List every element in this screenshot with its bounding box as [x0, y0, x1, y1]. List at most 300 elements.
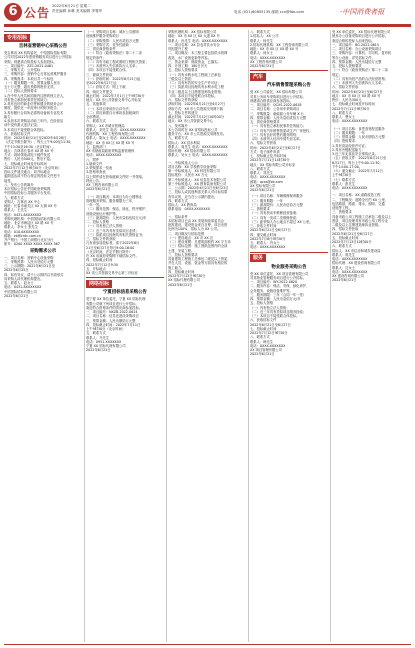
section-tag: 服务	[250, 254, 266, 262]
notice-line: 五、其他事项	[86, 102, 106, 107]
notice-line: 项目名称：XX 学校教学设备采购	[168, 164, 217, 169]
notice-line: 资质，项目经理具有市政公用工程专业	[332, 218, 389, 223]
notice-line: 联系人：彭先生	[332, 181, 356, 186]
notice-line: 联系人：陈女士 电话：0XXX-XXXXXXX	[86, 136, 146, 141]
notice-block	[250, 265, 328, 357]
notice-line: 受宁夏 XX 单位委托，宁夏 XX 招标代理	[86, 297, 146, 302]
notice-line: 2022年7月12日9时30分（北京时间）	[4, 165, 62, 170]
notice-line: 受 XX 公司委托，XX 招标有限公司	[250, 90, 302, 95]
notice-line: 宁夏 XX 招标代理有限公司	[86, 344, 126, 348]
section-title: 公告	[24, 6, 51, 20]
notice-line: 地址：XX 市 XX 区 XX 路 XX 号	[250, 47, 299, 51]
notice-line: 2022年7月12日9:30	[86, 262, 118, 267]
notice-line: 联系人：杨先生	[250, 38, 274, 43]
notice-line: （二）具有汽车销售资质或生产厂家授权；	[250, 128, 313, 133]
notice-line: 2022年7月13日9时30分	[168, 274, 206, 278]
notice-line: 2022年6月21日	[250, 188, 275, 192]
notice-line: （六）递交截止：2022年7月12日	[332, 169, 383, 173]
notice-line: 四、投标截止时间	[86, 258, 113, 263]
notice-line: 4.参加本次采购活动前三年内，在经营活	[4, 119, 64, 123]
notice-line: （二）投标人资格要求	[4, 89, 37, 94]
notice-line: 开户银行：中国工商银行北京分行	[4, 238, 54, 242]
notice-line: 3.资格审查表	[86, 170, 106, 175]
notice-line: 土建、安装工程。	[168, 248, 195, 253]
notice-line: 地点：XX 招标有限公司开标室	[250, 162, 296, 167]
notice-line: 2022年6月21日	[4, 293, 29, 298]
notice-line: 采购，现邀请合格投标人参加投标。	[4, 59, 57, 64]
notice-line: 联系人：沈女士	[332, 265, 356, 270]
notice-line: 六、联系方式	[86, 119, 106, 124]
notice-line: （二）获取方式：网上下载	[86, 85, 126, 90]
notice-line: 包括路基、路面、排水、照明、交通	[332, 201, 385, 206]
notice-line: 三级及以上资质；	[168, 76, 195, 81]
notice-line: 招标人：XX 市住房和城乡建设局	[332, 248, 381, 253]
notice-line: 地点：XX 市公共资源交易中心开标室	[86, 98, 142, 102]
notice-line: 时间：2022年6月21日至2022年6月28日	[4, 136, 67, 140]
notice-line: 八、发布媒介	[168, 123, 188, 128]
notice-line: 四、响应文件提交	[86, 89, 113, 94]
notice-line: 2022年6月21日	[168, 282, 193, 287]
notice-line: 二、采购方式：公开招标	[4, 68, 41, 72]
notice-line: 六、获取招标文件	[4, 131, 31, 136]
notice-line: （三）未被列入失信被执行人名单；	[86, 64, 139, 68]
notice-block	[4, 249, 82, 299]
notice-line: 七、投标文件的递交	[168, 110, 198, 115]
notice-line: 二、工程概况：道路全长约 XX 公里，	[332, 197, 389, 202]
notice-line: （二）服务期限：一年	[332, 130, 365, 135]
notice-line: 八、联系方式	[250, 30, 270, 34]
notice-line: 截止时间：2022年7月12日10时00分	[168, 115, 225, 119]
notice-line: 地点：XX 市公共资源交易中心	[168, 119, 214, 124]
notice-line: 四、递交截止时间	[250, 232, 277, 237]
notice-line: 6月27日，每日上午9:00-11:30，	[332, 160, 383, 165]
notice-line: 招标人：XX 县水利局	[168, 140, 200, 145]
notice-line: 电话：0XXX-XXXXXXX	[250, 343, 286, 348]
notice-line: 四、如有异议，请于公示期内以书面形式	[4, 272, 64, 277]
notice-line: XX 招标有限公司	[250, 183, 276, 188]
notice-line: 二、投标人资格	[86, 220, 110, 224]
notice-line: （七）联系方式	[332, 177, 356, 182]
notice-block	[86, 290, 164, 352]
column-divider	[248, 30, 249, 642]
notice-line: 二级及以上注册建造师执业资格。	[332, 223, 382, 227]
notice-line: （二）采购预算：人民币贰佰万元整	[86, 38, 139, 43]
notice-line: 方式：电子邮件申请	[250, 149, 280, 154]
notice-line: （三）拟派项目经理具有水利水电工程	[168, 85, 225, 90]
notice-line: （一）项目名称：食堂食材配送服务	[332, 126, 385, 131]
notice-line: 二、项目概况与招标范围	[168, 231, 205, 236]
notice-line: 二、项目名称：信息化建设采购项目	[86, 314, 139, 319]
notice-line: 七、投标截止时间	[250, 326, 277, 331]
notice-line: （一）具有独立法人资格；	[86, 224, 126, 229]
notice-line: （三）最高限价：人民币伍拾万元整	[250, 202, 303, 207]
column-divider	[166, 30, 167, 642]
notice-line: 2022年7月11日14时30分	[250, 158, 290, 163]
notice-line: 地址：北京市海淀区 XX 路 XX 号	[4, 221, 54, 225]
column-3	[168, 30, 246, 289]
notice-line: 五、联系方式	[86, 331, 106, 336]
notice-line: 八、附件	[86, 157, 100, 162]
notice-line: 联系人：蒋先生	[332, 252, 356, 257]
notice-line: 联系人：曹女士	[332, 115, 356, 119]
contact-info: 电话 (021)60855135 邮箱 ccn@fdo.com	[234, 10, 305, 14]
notice-line: （三）拟派项目经理具有相关资格证书；	[86, 232, 146, 237]
notice-line: 能力；	[4, 114, 14, 119]
notice-line: 时间：2022年6月21日至6月27日	[250, 145, 301, 150]
notice-line: 一、项目编号：BG-2022-0615	[332, 42, 379, 47]
notice-line: 设施设备运行维护等。	[86, 211, 119, 216]
notice-line: 本公告同时在 XX 省招标投标公共	[168, 127, 218, 132]
notice-line: 特此公告。	[86, 178, 103, 183]
notice-line: 2022年6月21日	[86, 187, 111, 192]
notice-line: 五、供应商资格要求	[250, 120, 280, 124]
notice-line: （二）具有市政工程或照明工程相关资质；	[86, 59, 149, 64]
notice-line: 凡有意参加投标者，请于2022年6月	[86, 241, 140, 246]
notice-title: 物业服务采购公告	[271, 264, 307, 270]
notice-line: （一）符合《政府采购法》第二十二条	[332, 68, 389, 73]
notice-line: 批准建设，建设资金来自自筹，项目出资	[168, 223, 228, 227]
notice-line: 五、投标截止时间	[332, 235, 359, 240]
notice-line: 公司对其2022年度营销服务项目进行公开招标	[4, 55, 72, 60]
issue-date: 2022年6月21日 星期二	[52, 4, 91, 8]
notice-line: （四）本项目不接受联合体投标。	[168, 93, 218, 98]
notice-block	[332, 30, 410, 283]
notice-line: 五、投标人资格要求	[168, 68, 198, 73]
notice-line: 21日至6月27日每日9:00-16:00	[86, 245, 135, 250]
notice-line: 八、发布公告的媒介	[4, 182, 34, 187]
notice-line: 三、服务期限：三年（合同一年一签）	[250, 292, 307, 297]
notice-line: 本次招标公告在中国政府采购网、	[4, 187, 54, 191]
notice-line: （二）具有有效的安全生产许可证；	[168, 81, 221, 85]
notice-line: 联系电话：0XXX-XXXXXXX	[168, 207, 211, 212]
notice-line: 2022年6月21日至6月27日	[250, 228, 291, 233]
notice-line: 时间：2022年6月21日至6月27日	[332, 89, 383, 94]
notice-line: 2.招标代理机构：XX 工程咨询有限公司	[250, 42, 309, 47]
section-tag: 汽车	[250, 73, 266, 81]
notice-line: 具备建筑工程施工总承包二级及以上资质，	[168, 257, 231, 261]
notice-line: 欢迎合格的投标人前来投标。	[332, 38, 375, 43]
notice-line: 五十万元整，超出预算的报价无效。	[4, 85, 57, 89]
notice-line: 制度，提供近一年经审计的财务报告；	[4, 106, 61, 111]
notice-line: XX 省公共资源交易中心第三开标室	[86, 271, 138, 275]
notice-line: 获取时间：2022年6月21日至6月27日	[168, 102, 226, 107]
notice-line: 巩固提升工程	[168, 47, 188, 51]
column-1	[4, 30, 82, 300]
notice-line: （三）具有良好的售后服务网络；	[250, 132, 300, 137]
notice-line: 2022年6月21日	[250, 352, 275, 357]
notice-line: （五）获取文件：2022年6月21日至	[332, 156, 387, 161]
notice-line: 代理机构：XX 工程咨询有限公司	[86, 132, 135, 136]
notice-line: 2022年6月21日	[86, 348, 111, 353]
notice-line: 第三中标候选人：XX 教育装备有限公司	[168, 181, 227, 186]
notice-line: （二）近三年具有类似项目服务经验；	[250, 309, 307, 314]
notice-line: （二）具有一类或二类维修资质；	[250, 215, 300, 220]
notice-line: 三、获取文件时间	[250, 224, 277, 228]
section-header	[86, 277, 164, 288]
notice-line: 联系人：何女士	[250, 51, 274, 56]
notice-line: 联系人：李女士 张先生	[4, 225, 39, 230]
notice-line: 三、资金来源：财政资金，已落实。	[168, 59, 221, 64]
notice-line: 采购人：吉林省 XX 中心	[4, 199, 41, 204]
notice-line: 电话：0431-8XXXXXXX	[4, 212, 42, 217]
notice-line: （一）服务期限一年，预算金额人民币	[4, 80, 61, 85]
notice-line: 接受。	[4, 178, 14, 183]
notice-line: （四）资格要求：	[332, 139, 359, 144]
notice-line: 八、联系方式	[250, 166, 270, 171]
notice-line: 3.具有履行合同所必需的设备和专业技术	[4, 110, 64, 115]
notice-line: （一）采购项目名称：城市公共照明	[86, 30, 139, 34]
notice-line: 现邀请合格供应商参加投标。	[250, 98, 293, 103]
notice-line: 规定；	[332, 72, 342, 77]
notice-line: （一）本项目采用综合评分法；	[86, 106, 133, 111]
notice-line: 2022年7月12日9时30分	[250, 331, 288, 335]
notice-line: 以上附件请在获取磋商文件时一并领取。	[86, 174, 146, 179]
section-header	[4, 31, 82, 42]
notice-block	[86, 30, 164, 275]
notice-line: 第二中标候选人：XX 信息技术有限公司	[168, 177, 227, 182]
notice-line: （一）项目名称：车辆维修保养服务	[250, 194, 303, 199]
notice-line: 三、预算金额：人民币捌拾万元整	[86, 318, 136, 323]
notice-line: XX 建设咨询有限公司	[332, 274, 364, 278]
notice-line: 四、预算金额：人民币壹佰万元/年	[250, 297, 301, 301]
notice-line: 五、投标人资格	[250, 301, 274, 306]
notice-line: 四、投标截止时间	[168, 269, 195, 274]
notice-line: 受 XX 单位委托，XX 招标代理有限公司	[332, 30, 391, 34]
notice-line: 邮箱：qcxs@zb.com	[250, 179, 283, 184]
notice-line: （一）符合《政府采购法》第二十二条	[86, 51, 143, 56]
notice-line: 三、采购数量：新能源公务车辆 X 台	[250, 111, 304, 116]
notice-line: 招标人：XX 教育局	[168, 203, 197, 207]
notice-line: 售价：人民币500元，售后不退。	[4, 157, 54, 162]
notice-line: 2022年7月8日9时30分	[250, 236, 286, 241]
notice-line: 七、投标截止时间及开标时间	[4, 161, 47, 166]
notice-line: 有限公司就下列项目进行公开招标，	[86, 301, 139, 306]
notice-line: XX 招标代理有限公司	[168, 278, 200, 283]
notice-line: 三、招标文件的获取	[86, 237, 116, 241]
notice-line: 1.招标人：XX 公司	[250, 34, 279, 39]
notice-line: 四、采购需求：本项目共一个标包	[4, 76, 54, 81]
footer-rule	[4, 644, 411, 645]
notice-line: XX 市财政局政府采购监督管理科	[86, 149, 135, 153]
notice-line: （北京时间，法定节假日除外）	[86, 249, 133, 254]
notice-line: 联系人：刘先生 电话：0XXX-XXXXXXX	[86, 127, 146, 132]
notice-line: 并在人员、设备、资金等方面具有相应的	[168, 261, 228, 266]
notice-line: 具有独立承担民事责任的能力；	[4, 97, 51, 102]
notice-line: 2.具有良好的商业信誉和健全的财务会计	[4, 102, 64, 106]
notice-line: 联系人：周先生 电话：0XXX-XXXXXXX	[168, 144, 228, 149]
notice-line: （三）采购方式：竞争性磋商	[86, 42, 129, 47]
notice-title: 采购需求公示	[29, 248, 57, 254]
notice-line: 一、项目名称：营销中心设备采购	[4, 255, 54, 260]
section-tag: 网络招标	[86, 280, 112, 288]
notice-line: 会务服务、设施设备维护等。	[250, 288, 293, 293]
notice-line: 一、项目编号：ZZC-2022-0461	[4, 63, 54, 68]
notice-line: 上午9时30分	[332, 173, 352, 178]
notice-line: 联系人：吴女士 电话：0XXX-XXXXXXX	[168, 153, 228, 158]
notice-line: （二）具有所投产品的合法经营资格；	[332, 76, 389, 81]
notice-block	[250, 30, 328, 68]
notice-line: 地址：XX 市 XX 区 XX 路 XX 号	[86, 140, 135, 145]
notice-line: 中招国际招标有限公司	[4, 289, 37, 294]
notice-line: （三）未被列入失信被执行人名单。	[332, 81, 385, 85]
notice-line: 二、项目概况：本工程主要包括供水管网	[168, 51, 228, 56]
notice-line: 1.在中华人民共和国境内注册的独立法人，	[4, 93, 67, 98]
notice-line: 九、联系方式	[168, 136, 188, 141]
notice-line: 二、项目名称：公务用车采购项目	[250, 107, 300, 112]
column-4	[250, 30, 328, 359]
notice-line: 四、计划工期：180日历天	[168, 64, 208, 68]
header-rule-thin	[4, 26, 411, 27]
notice-line: （二）近三年内具有类似项目业绩；	[86, 228, 139, 233]
notice-line: 六、获取招标文件	[250, 318, 277, 323]
notice-line: 欢迎符合资格条件的供应商参加投标。	[86, 305, 143, 310]
notice-block	[250, 194, 328, 249]
notice-block	[168, 30, 246, 287]
notice-line: 三、资格要求	[332, 210, 352, 215]
notice-title: 宁夏招标信息采购公告	[103, 290, 147, 296]
notice-line: XX 工程咨询有限公司	[86, 183, 118, 187]
notice-line: 二、采购预算：人民币叁拾万元整	[4, 259, 54, 264]
notice-line: 账号：0200 XXXX XXXX XXXX 567	[4, 242, 60, 247]
notice-line: 电话：0XXX-XXXXXXX	[250, 175, 286, 180]
notice-line: 七、投标截止及开标时间	[250, 154, 287, 158]
notice-line: 逾期送达或不符合规定的投标文件恕不	[4, 174, 61, 179]
notice-line: 三、投标人或其他利害关系人对评标结果	[168, 190, 228, 195]
editor-credits: 责任编辑 孙琳 美术编辑 李骞华	[52, 9, 103, 13]
notice-line: 采购代理机构：中招国际招标有限公司	[4, 216, 61, 221]
notice-line: 一、项目名称：XX 道路改造工程	[332, 193, 381, 198]
notice-line: 电话：0XXX-XXXXXXX	[332, 186, 368, 190]
notice-block	[250, 83, 328, 192]
notice-line: 六、联系方式	[332, 244, 352, 249]
notice-line: （二）服务期限：一年	[250, 198, 283, 203]
newspaper-brand: ·中国消费者报	[340, 8, 385, 16]
notice-line: 五、开标地点	[86, 266, 106, 271]
notice-line: 施工能力。	[168, 265, 185, 270]
notice-line: 2.具有冷链配送能力；	[332, 147, 365, 152]
notice-line: 电话：0XXX-XXXXXXX	[332, 269, 368, 274]
notice-line: 2.采购需求一览表	[86, 166, 113, 170]
notice-line: 五、联系人：赵女士	[4, 281, 34, 285]
notice-line: 一、项目名称：XX 县农村饮水安全	[168, 42, 220, 47]
notice-line: 地址：长春市南关区 XX 大街 XX 号	[4, 204, 57, 208]
notice-line: 有异议的，应当在公示期内提出。	[168, 194, 218, 199]
notice-line: 2022年7月13日10时00分	[332, 240, 372, 244]
notice-line: 2022年6月21日至6月27日	[332, 231, 373, 236]
notice-line: 本招标项目已由 XX 发展和改革委员会	[168, 218, 225, 223]
notice-line: 四、招标文件获取	[332, 227, 359, 232]
notice-line: （三）距采购人办公地点不超过 XX 公里。	[250, 219, 313, 224]
notice-line: 三、投标人资格要求	[168, 252, 198, 257]
notice-line: （一）具有独立法人资格；	[250, 305, 290, 310]
column-2	[86, 30, 164, 355]
notice-line: 投标报价：人民币 XX 万元	[168, 173, 208, 178]
notice-line: 联系人：郑先生	[250, 171, 274, 175]
notice-line: （一）获取时间：2022年6月21日起	[86, 76, 141, 81]
notice-line: 四、投标截止时间：2022年7月11日	[86, 322, 141, 327]
notice-line: 电话：0951-XXXXXXX	[86, 339, 122, 344]
notice-line: 联系人：孙先生 电话：0XXX-XXXXXXX	[168, 38, 228, 43]
notice-line: 动中没有重大违法记录；	[4, 123, 41, 128]
notice-line: 联系人：韩先生	[250, 339, 274, 344]
notice-line: 电话：0XXX-XXXXXXX	[332, 257, 368, 261]
notice-line: 五、联系人：冯女士	[250, 241, 280, 245]
notice-line: 在 XX 省政府采购网下载招标文件。	[86, 254, 139, 258]
notice-line: 三、公示期限：2022年6月21日至	[4, 264, 55, 268]
notice-line: 下午13:30至16:30（北京时间）。	[4, 144, 56, 149]
header-rule	[4, 24, 411, 26]
notice-title: 吉林省营销中心采购公告	[18, 44, 68, 49]
notice-line: 设施等工程。	[332, 206, 352, 210]
notice-line: 七、监督部门	[86, 144, 106, 149]
notice-line: 一、项目编号：NXZB-2022-0614	[86, 310, 138, 314]
notice-line: 三、磋商文件获取	[86, 72, 113, 77]
notice-line: 一、招标条件	[168, 214, 188, 219]
notice-line: 投标文件递交地点：同开标地点	[4, 170, 51, 174]
notice-line: 改造、水厂设备更新等内容。	[168, 55, 211, 60]
notice-line: 地点：XX 市 XX 区 XX 路 XX 号	[332, 93, 381, 98]
section-header	[250, 252, 328, 263]
notice-line: 对其公务用车采购项目进行公开招标，	[250, 94, 307, 99]
notice-line: 电话：010-6XXXXXXX	[4, 229, 40, 234]
notice-line: 电话：0XXX-XXXXXXX	[86, 153, 122, 158]
notice-line: 售价：人民币300元	[332, 98, 362, 102]
notice-line: 5.本项目不接受联合体投标。	[4, 127, 47, 132]
notice-line: 二、项目名称：办公设备采购项目	[332, 47, 382, 51]
notice-line: 二、服务内容：保洁、安保、绿化养护、	[250, 284, 310, 289]
notice-line: 获取方式：XX 市公共资源交易网下载	[168, 106, 224, 111]
notice-line: 二、公示期：2022年6月21日至6月23日	[168, 186, 229, 190]
section-header	[250, 70, 328, 81]
notice-line: 采购人：XX 市城市管理局	[86, 123, 125, 128]
notice-line: 四、预算金额：人民币壹佰贰拾万元整	[250, 115, 307, 120]
notice-line: 电话：0XXX-XXXXXXX	[250, 245, 286, 250]
notice-line: 招标代理：XX 建设咨询有限公司	[332, 261, 381, 266]
notice-line: 下午14:00-17:00。	[332, 164, 363, 169]
notice-line: 二、资格要求	[250, 207, 270, 211]
notice-line: 等办公设备，详见招标文件。	[332, 55, 375, 60]
notice-line: （三）预算金额：人民币捌拾万元整	[332, 135, 385, 139]
notice-line: 方式：现场领取或电子邮件发送	[4, 153, 51, 157]
notice-line: 邮箱：zb@cntc.com.cn	[4, 233, 42, 238]
notice-line: 专业二级及以上注册建造师执业资格；	[168, 89, 225, 94]
notice-line: 八、联系方式	[250, 335, 270, 340]
issue-meta	[52, 4, 102, 14]
notice-line: 规定的条件；	[86, 55, 106, 60]
notice-line: （一）具有独立承担民事责任的能力；	[250, 124, 307, 129]
notice-line: XX 工程咨询有限公司	[250, 59, 282, 64]
notice-line: 具备市政公用工程施工总承包二级及以上	[332, 214, 392, 219]
notice-line: 中国招标投标公共服务平台发布。	[4, 191, 54, 196]
notice-line: 向采购人或代理机构提出。	[4, 276, 44, 281]
notice-line: 采购代理机构：XX 招标有限公司	[168, 30, 217, 34]
notice-line: 2022年7月11日9时30分	[332, 106, 370, 111]
notice-line: 五、投标人资格要求	[332, 64, 362, 68]
notice-line: 联系人：王先生	[4, 208, 28, 213]
notice-line: （二）建设规模：总建筑面积约 XX 平方米	[168, 240, 231, 244]
notice-line: 上午9时30分（北京时间）	[86, 327, 126, 331]
notice-line: 电话：0XXX-XXXXXXX	[250, 55, 286, 60]
notice-line: 地点：吉林省长春市 XX 路 XX 号	[4, 148, 54, 153]
column-divider	[84, 30, 85, 642]
notice-line: 三、采购内容：营销中心日常运营维护服务	[4, 72, 67, 77]
notice-line: 受 XX 单位委托，XX 项目管理有限公司	[250, 271, 309, 276]
notice-line: 地址：XX 市 XX 区 XX 大道 XX 号	[168, 34, 220, 39]
notice-line: 管理服务采购，服务期限为三年，	[86, 198, 136, 203]
notice-line: （四）未被列入信用中国失信名单。	[250, 137, 303, 141]
notice-line: （一）具有水利水电工程施工总承包	[168, 72, 221, 77]
notice-line: 一、项目编号：WY-2022-0620	[250, 280, 298, 284]
